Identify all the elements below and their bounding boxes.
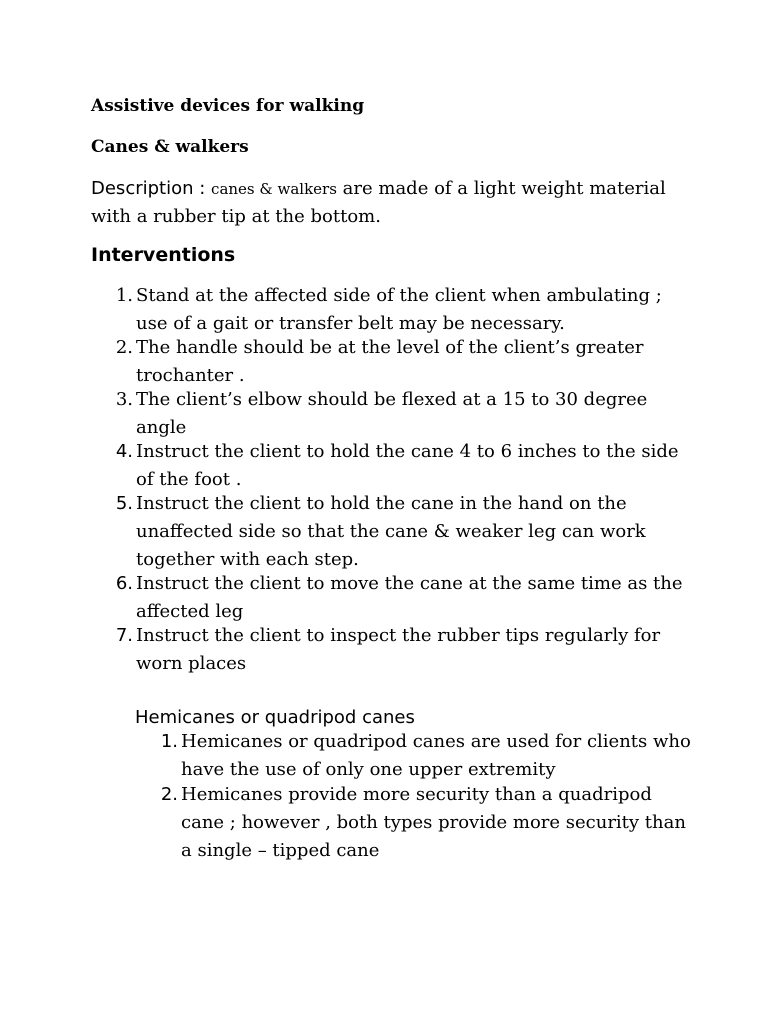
list-item-number: 1.	[160, 731, 178, 752]
list-item	[135, 781, 695, 865]
list-item-number: 6.	[115, 573, 133, 594]
list-item-text: Instruct the client to hold the cane in the hand on the unaffected side so that the cane & weaker leg can work together with each step.	[136, 493, 646, 570]
list-item	[91, 570, 691, 626]
list-item	[91, 622, 691, 678]
list-item	[91, 490, 691, 574]
list-item	[91, 438, 691, 494]
description-paragraph	[91, 175, 691, 231]
list-item-text: Instruct the client to inspect the rubber tips regularly for worn places	[136, 625, 661, 674]
list-item-number: 5.	[115, 493, 133, 514]
document-subtitle: Canes & walkers	[91, 137, 249, 157]
list-item	[91, 282, 691, 338]
list-item-text: The client’s elbow should be flexed at a 15 to 30 degree angle	[136, 389, 648, 438]
interventions-list	[91, 282, 691, 674]
list-item-number: 3.	[115, 389, 133, 410]
hemicanes-heading: Hemicanes or quadripod canes	[135, 707, 415, 728]
list-item	[91, 386, 691, 442]
list-item-text: Hemicanes provide more security than a quadripod cane ; however , both types provide more security than a single – tipped cane	[181, 784, 686, 861]
list-item	[135, 728, 695, 784]
interventions-heading: Interventions	[91, 244, 236, 266]
list-item-text: The handle should be at the level of the client’s greater trochanter .	[136, 337, 644, 386]
description-text: are made of a light weight material with a rubber tip at the bottom.	[91, 178, 666, 227]
description-lead: canes & walkers	[211, 180, 337, 198]
list-item-text: Hemicanes or quadripod canes are used for clients who have the use of only one upper extremity	[181, 731, 691, 780]
document-title: Assistive devices for walking	[91, 96, 365, 116]
list-item	[91, 334, 691, 390]
list-item-number: 2.	[115, 337, 133, 358]
list-item-text: Instruct the client to hold the cane 4 to 6 inches to the side of the foot .	[136, 441, 679, 490]
list-item-number: 2.	[160, 784, 178, 805]
list-item-text: Instruct the client to move the cane at the same time as the affected leg	[136, 573, 683, 622]
list-item-number: 1.	[115, 285, 133, 306]
list-item-number: 4.	[115, 441, 133, 462]
hemicanes-list	[135, 728, 695, 862]
list-item-number: 7.	[115, 625, 133, 646]
description-label: Description :	[91, 178, 206, 199]
list-item-text: Stand at the affected side of the client when ambulating ; use of a gait or transfer belt may be necessary.	[136, 285, 662, 334]
